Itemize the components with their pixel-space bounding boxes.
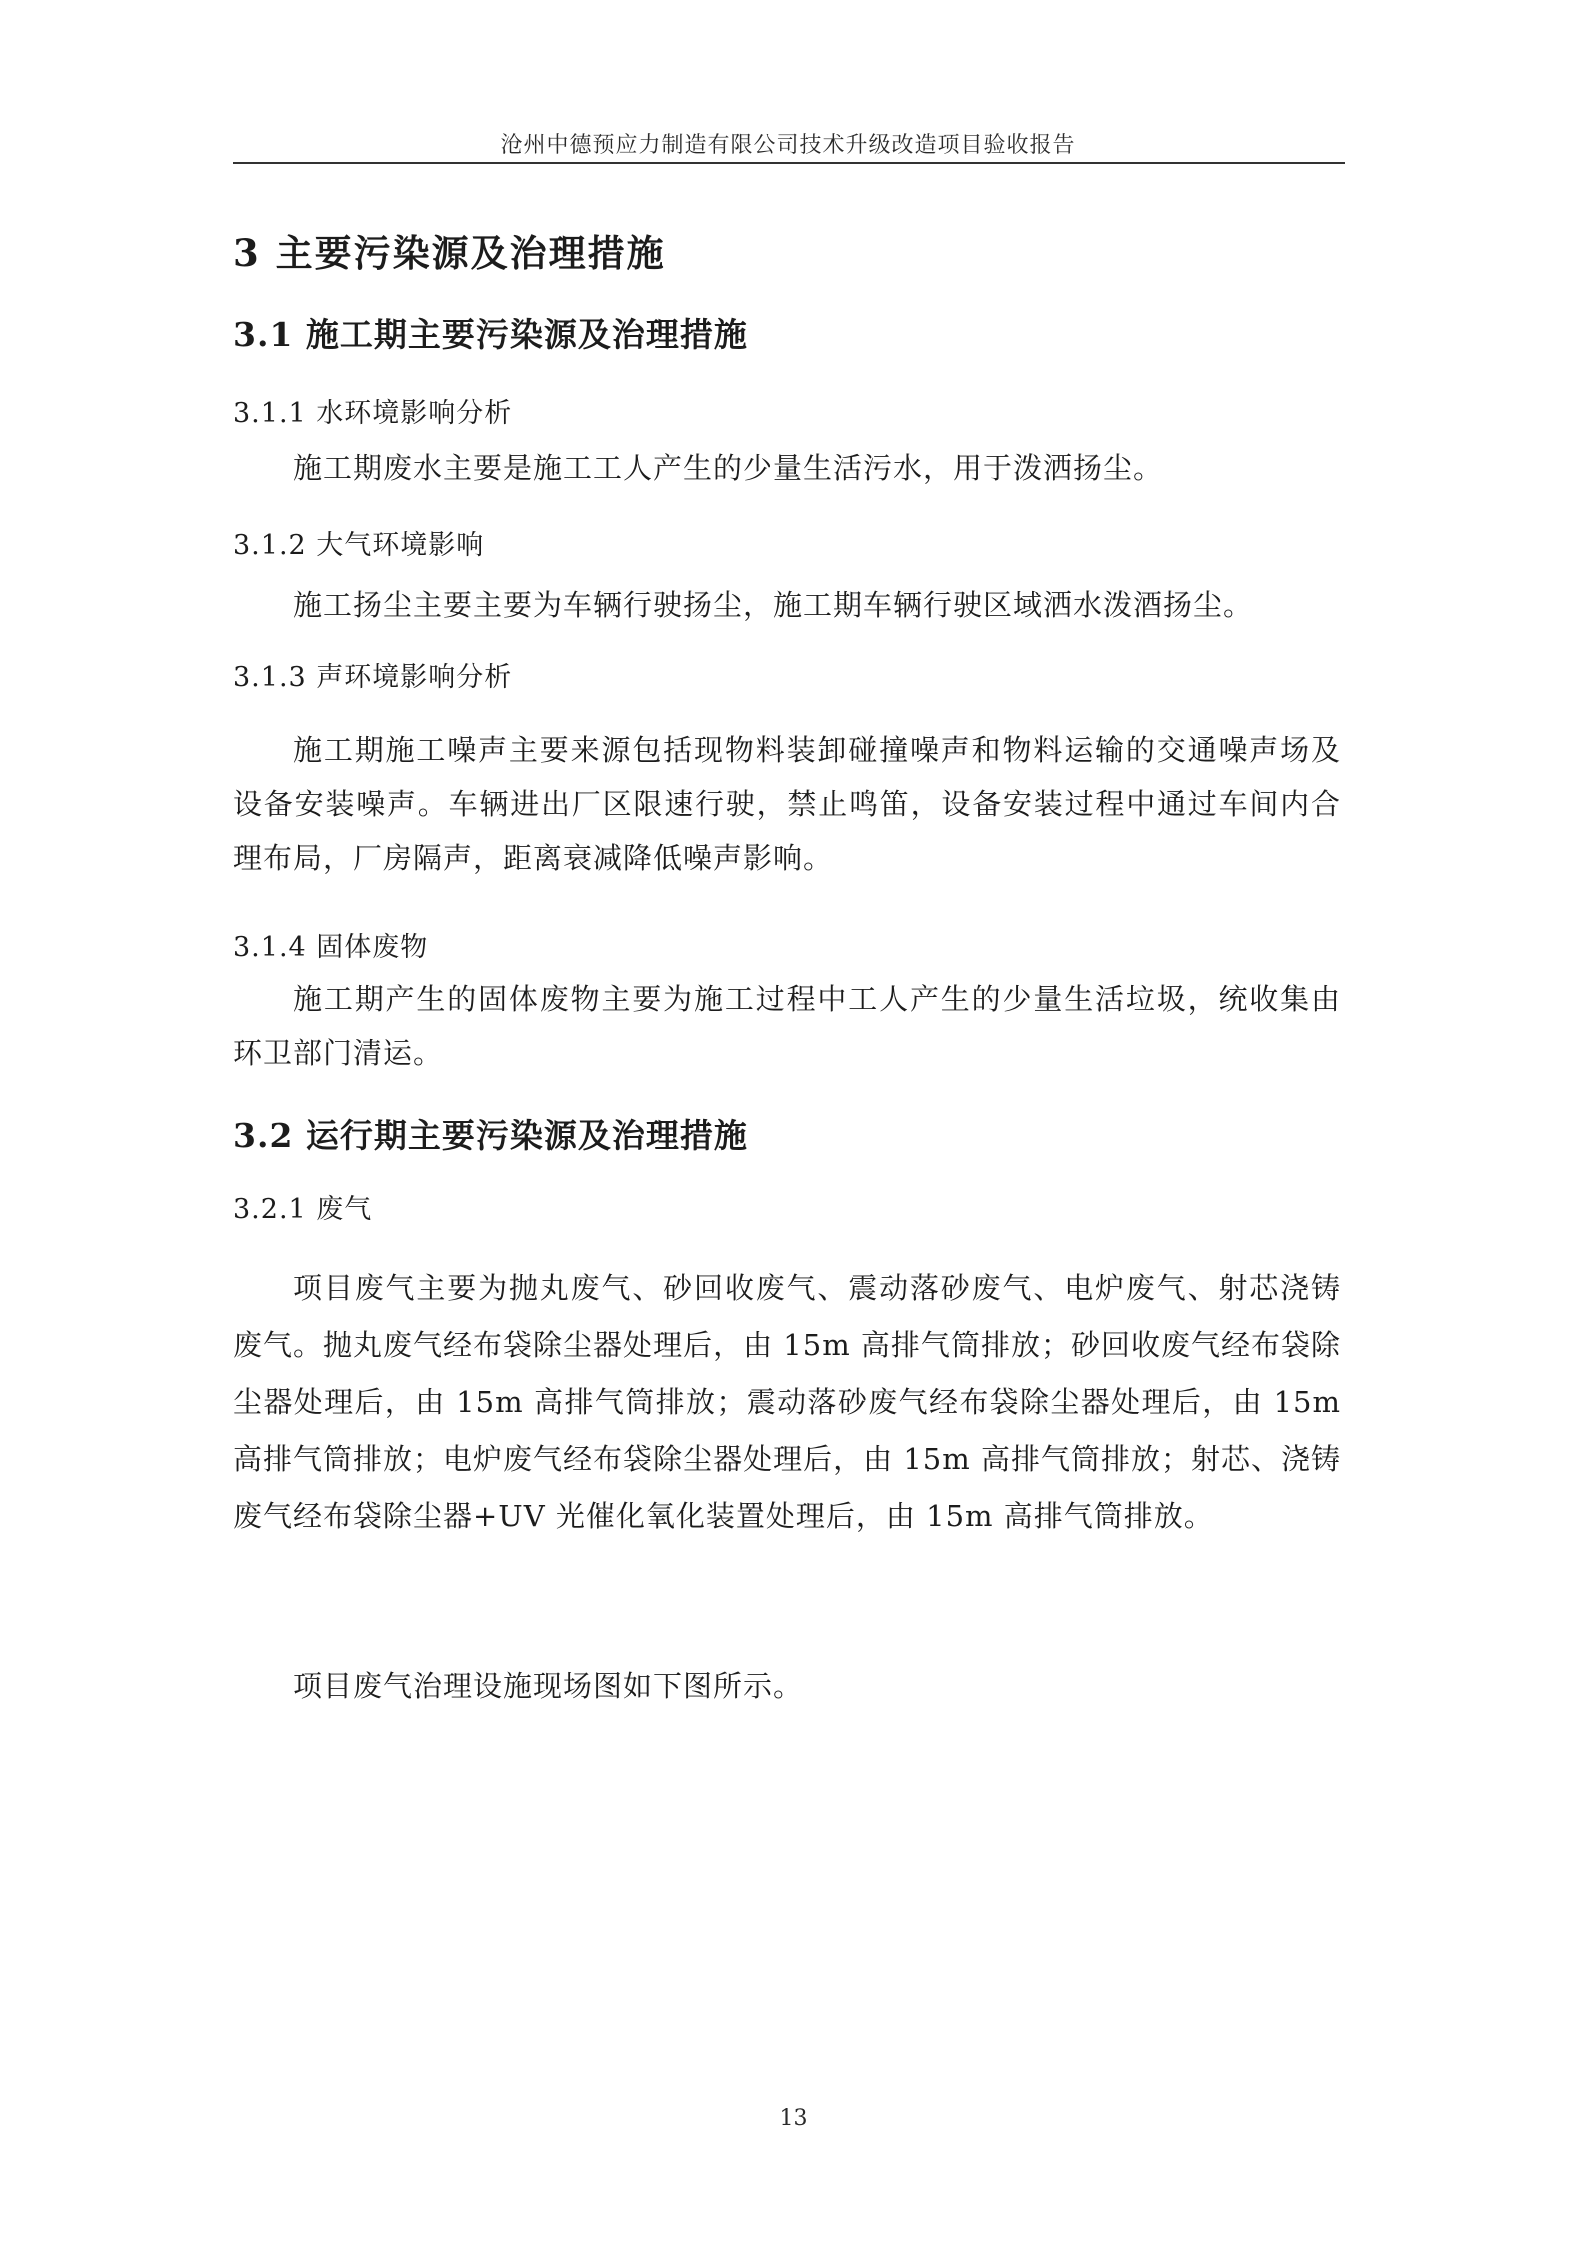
heading-section-3-1-3: 3.1.3 声环境影响分析: [233, 662, 513, 693]
heading-section-3-1-1: 3.1.1 水环境影响分析: [233, 398, 513, 429]
heading-section-3-1-4: 3.1.4 固体废物: [233, 932, 429, 963]
heading-section-3-2: 3.2 运行期主要污染源及治理措施: [233, 1116, 748, 1155]
paragraph-3-1-2: 施工扬尘主要主要为车辆行驶扬尘，施工期车辆行驶区域洒水泼酒扬尘。: [293, 588, 1254, 622]
paragraph-3-1-4: 施工期产生的固体废物主要为施工过程中工人产生的少量生活垃圾，统收集由环卫部门清运。: [233, 982, 1341, 1070]
heading-section-3-1-2: 3.1.2 大气环境影响: [233, 530, 485, 561]
paragraph-3-1-3: 施工期施工噪声主要来源包括现物料装卸碰撞噪声和物料运输的交通噪声场及设备安装噪声。车辆进出厂区限速行驶，禁止鸣笛，设备安装过程中通过车间内合理布局，厂房隔声，距离衰减降低噪声影响。: [233, 733, 1341, 875]
page-number: 13: [779, 2106, 808, 2131]
paragraph-3-2-1: 项目废气主要为抛丸废气、砂回收废气、震动落砂废气、电炉废气、射芯浇铸废气。抛丸废气经布袋除尘器处理后，由 15m 高排气筒排放；砂回收废气经布袋除尘器处理后，由 15m 高排气筒排放；震动落砂废气经布袋除尘器处理后，由 15m 高排气筒排放；电炉废气经布袋除尘器处理后，由 15m 高排气筒排放；射芯、浇铸废气经布袋除尘器+UV 光催化氧化装置处理后，由 15m 高排气筒排放。: [233, 1271, 1341, 1533]
page-header-title: 沧州中德预应力制造有限公司技术升级改造项目验收报告: [500, 133, 1076, 158]
header-rule: [233, 162, 1345, 164]
heading-section-3-2-1: 3.2.1 废气: [233, 1194, 373, 1225]
heading-section-3: 3 主要污染源及治理措施: [233, 231, 666, 275]
paragraph-3-2-1-note: 项目废气治理设施现场图如下图所示。: [293, 1669, 804, 1703]
paragraph-3-1-1: 施工期废水主要是施工工人产生的少量生活污水，用于泼洒扬尘。: [293, 451, 1164, 485]
heading-section-3-1: 3.1 施工期主要污染源及治理措施: [233, 315, 748, 354]
